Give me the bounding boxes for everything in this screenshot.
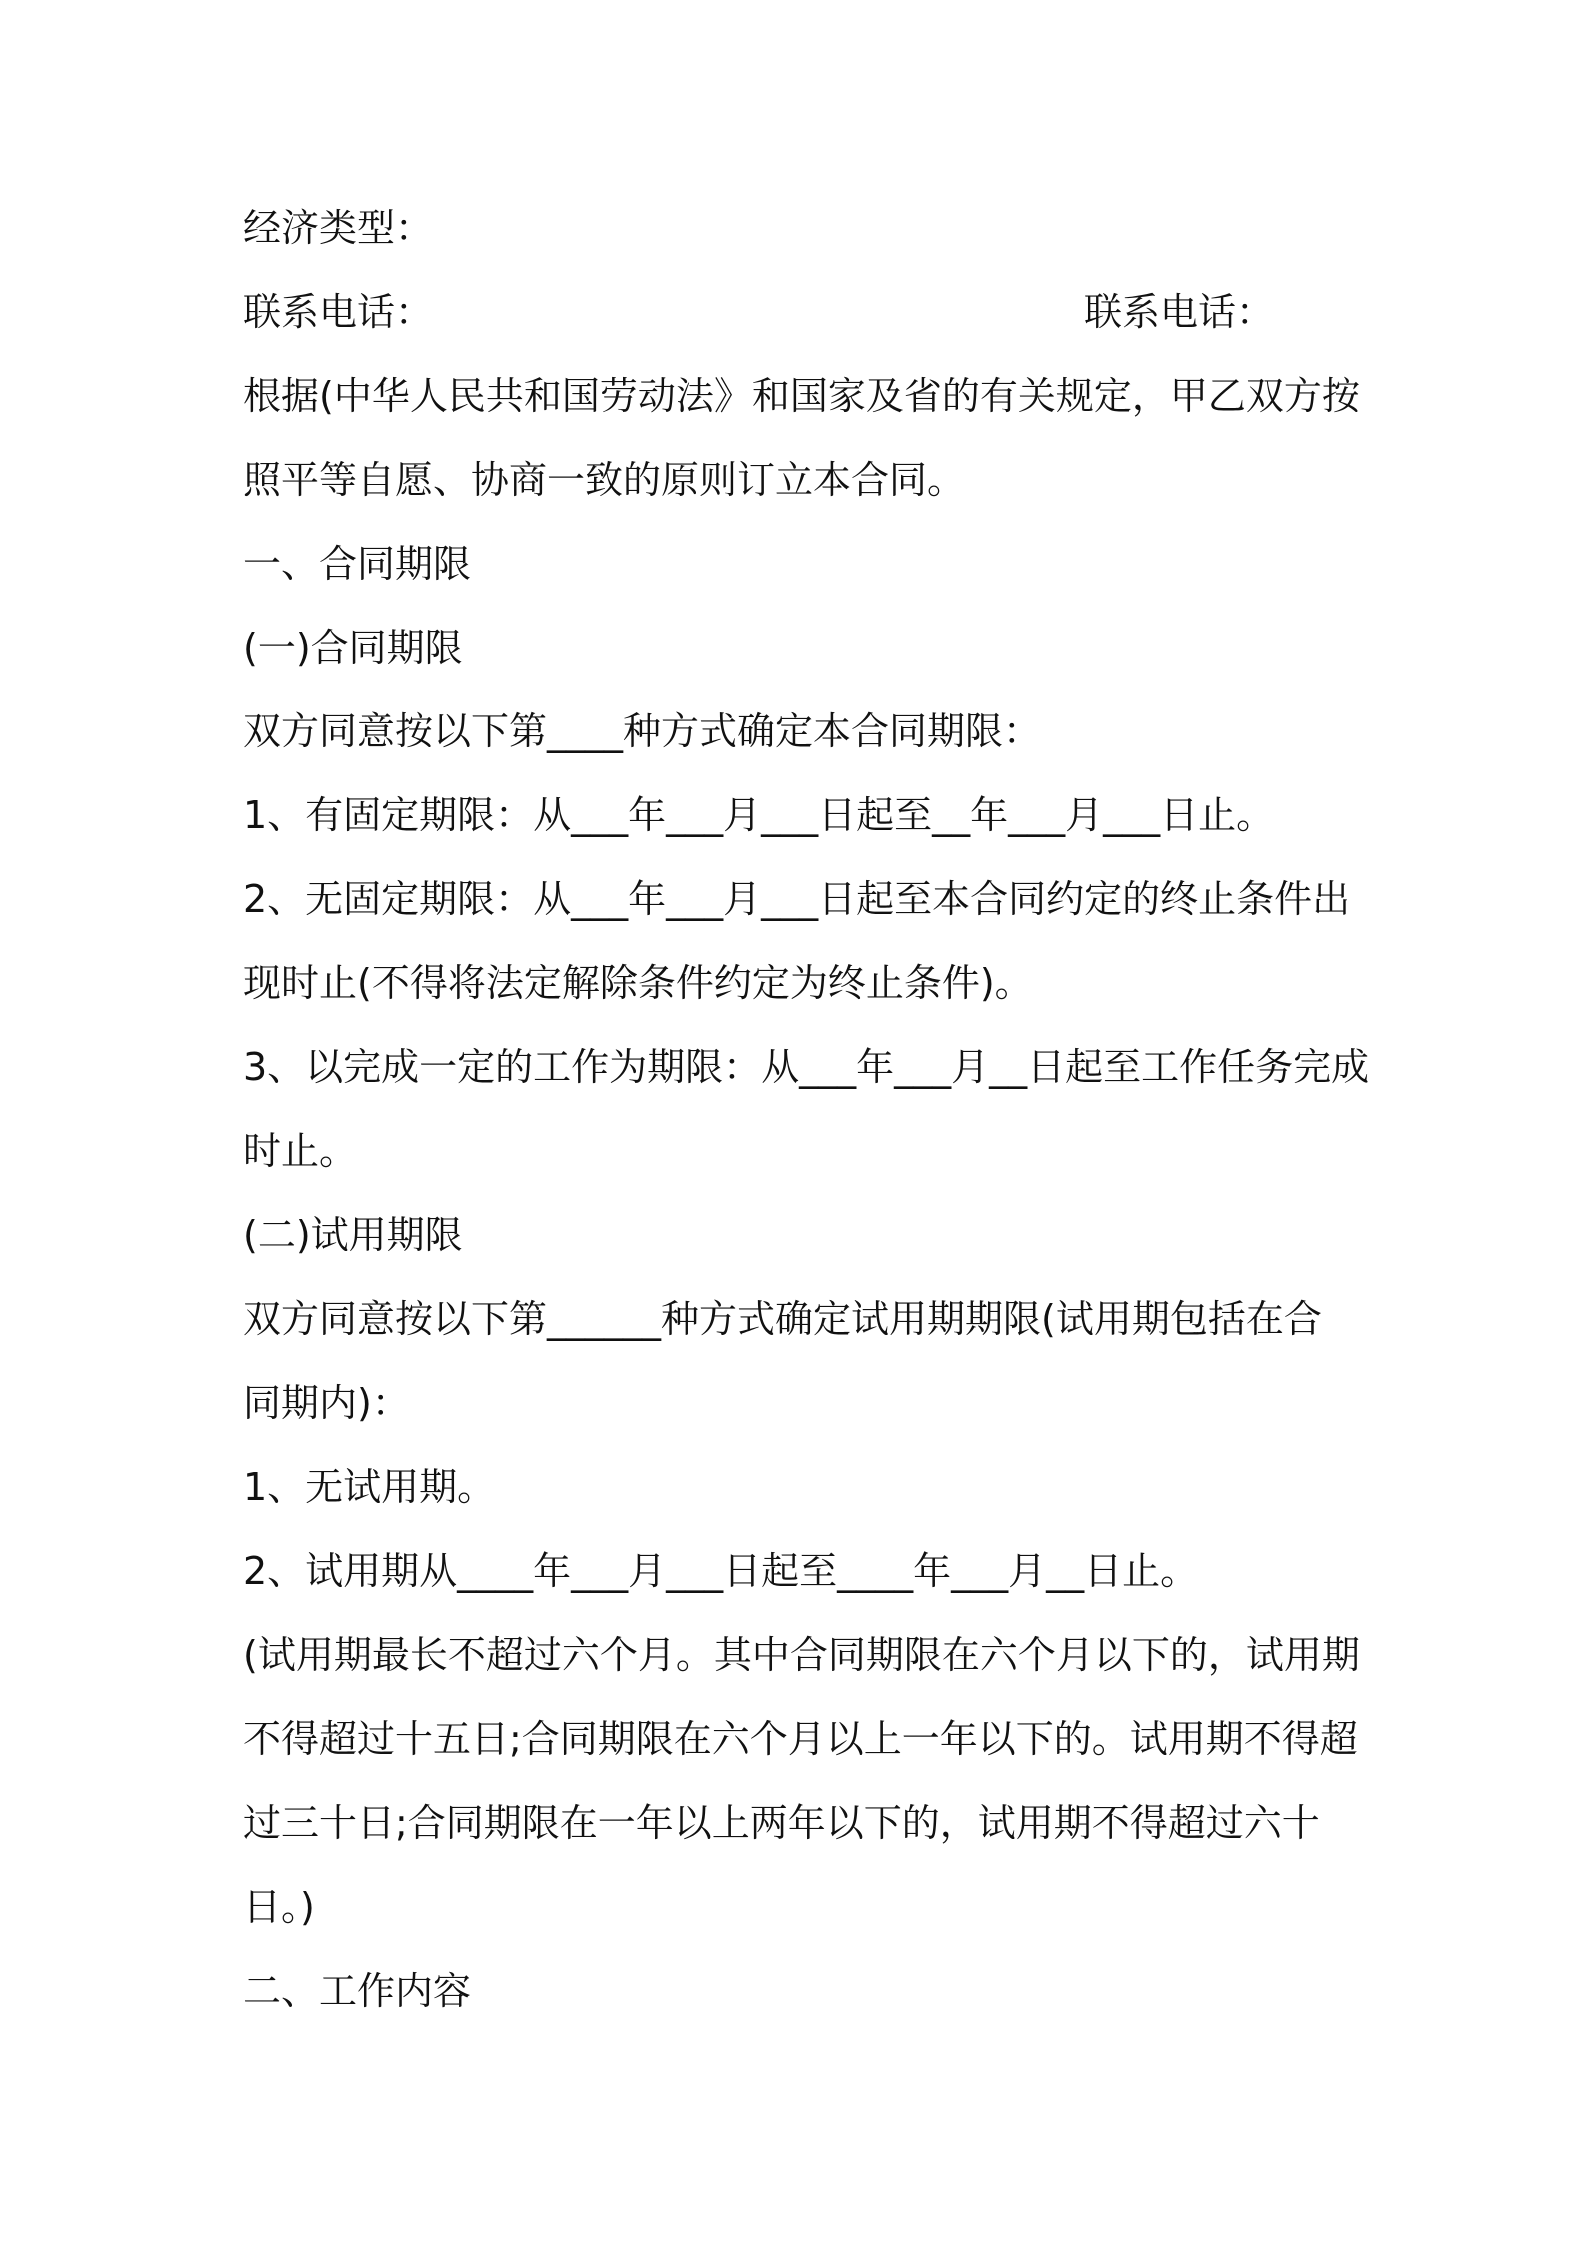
subsection-heading-contract-term: (一)合同期限 bbox=[243, 626, 463, 670]
section-heading-work-content: 二、工作内容 bbox=[243, 1969, 472, 2013]
term-option-task-line-2: 时止。 bbox=[243, 1129, 358, 1173]
phone-label-party-a: 联系电话： bbox=[243, 290, 434, 334]
section-heading-contract-term: 一、合同期限 bbox=[243, 542, 472, 586]
term-option-open-ended-line-2: 现时止(不得将法定解除条件约定为终止条件)。 bbox=[243, 961, 1033, 1005]
subsection-heading-probation: (二)试用期限 bbox=[243, 1213, 463, 1257]
term-option-fixed: 1、有固定期限：从___年___月___日起至__年___月___日止。 bbox=[243, 793, 1275, 837]
probation-note-line-2: 不得超过十五日;合同期限在六个月以上一年以下的。试用期不得超 bbox=[243, 1717, 1358, 1761]
probation-note-line-4: 日。) bbox=[243, 1885, 315, 1929]
intro-paragraph-line-2: 照平等自愿、协商一致的原则订立本合同。 bbox=[243, 458, 966, 502]
intro-paragraph-line-1: 根据(中华人民共和国劳动法》和国家及省的有关规定，甲乙双方按 bbox=[243, 374, 1360, 418]
term-agreement-text: 双方同意按以下第____种方式确定本合同期限： bbox=[243, 709, 1042, 753]
term-option-open-ended-line-1: 2、无固定期限：从___年___月___日起至本合同约定的终止条件出 bbox=[243, 877, 1351, 921]
phone-row bbox=[243, 288, 1343, 336]
probation-note-line-1: (试用期最长不超过六个月。其中合同期限在六个月以下的，试用期 bbox=[243, 1633, 1360, 1677]
probation-option-none: 1、无试用期。 bbox=[243, 1465, 496, 1509]
economic-type-label: 经济类型： bbox=[243, 206, 434, 250]
probation-agreement-line-2: 同期内)： bbox=[243, 1381, 410, 1425]
probation-option-period: 2、试用期从____年___月___日起至____年___月__日止。 bbox=[243, 1549, 1199, 1593]
term-option-task-line-1: 3、以完成一定的工作为期限：从___年___月__日起至工作任务完成 bbox=[243, 1045, 1370, 1089]
probation-agreement-line-1: 双方同意按以下第______种方式确定试用期期限(试用期包括在合 bbox=[243, 1297, 1322, 1341]
phone-label-party-b: 联系电话： bbox=[1084, 290, 1275, 334]
probation-note-line-3: 过三十日;合同期限在一年以上两年以下的，试用期不得超过六十 bbox=[243, 1801, 1320, 1845]
